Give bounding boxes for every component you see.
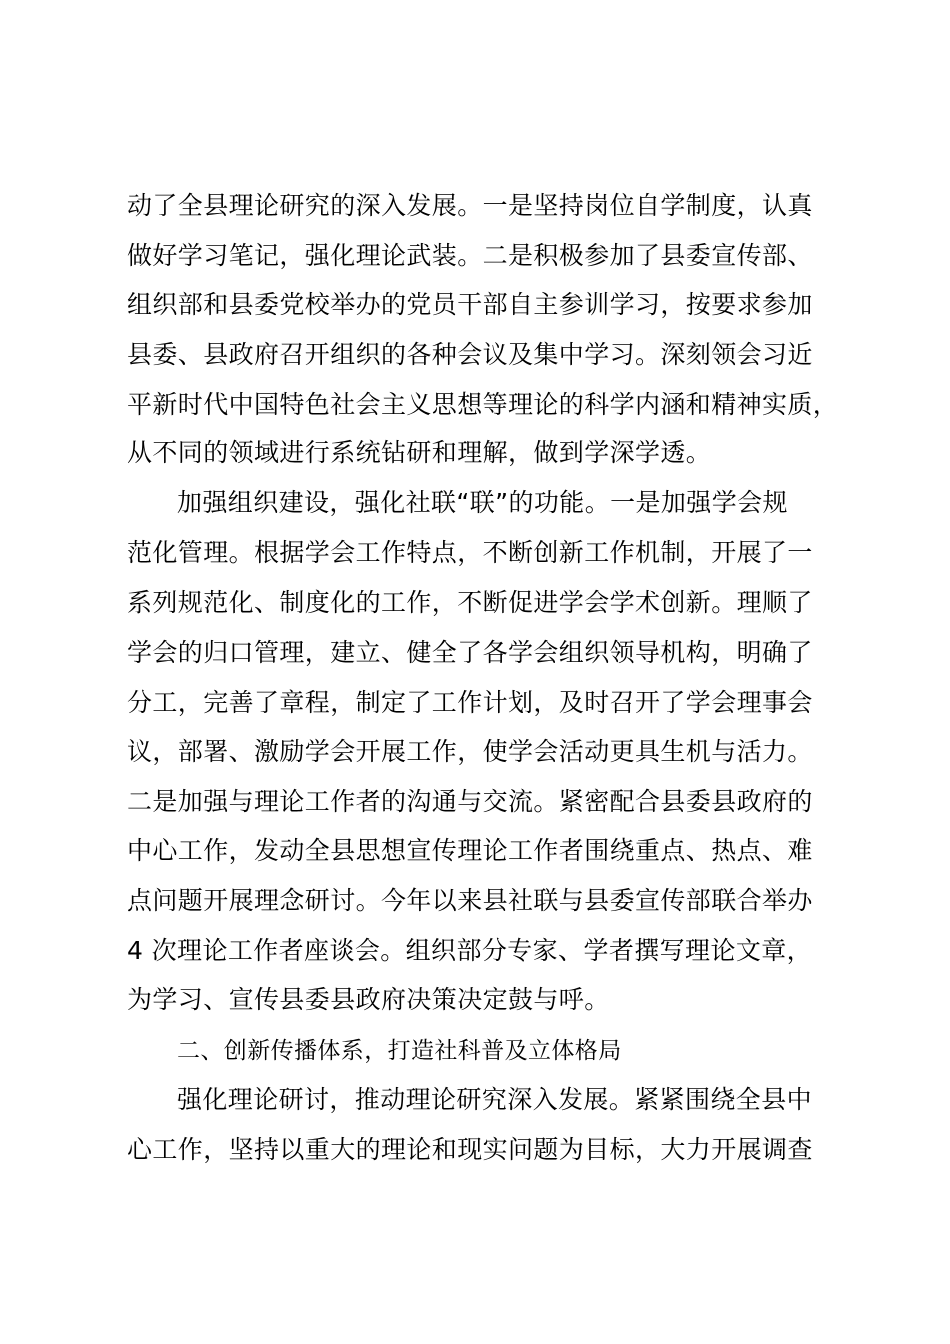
text-line: 平新时代中国特色社会主义思想等理论的科学内涵和精神实质， xyxy=(127,390,839,419)
text-line: 心工作，坚持以重大的理论和现实问题为目标，大力开展调查 xyxy=(127,1135,813,1164)
paragraph-first-line: 加强组织建设，强化社联“联”的功能。一是加强学会规 xyxy=(177,488,788,517)
section-heading: 二、创新传播体系，打造社科普及立体格局 xyxy=(177,1038,622,1064)
text-line: 学会的归口管理，建立、健全了各学会组织领导机构，明确了 xyxy=(127,638,813,667)
text-line: 分工，完善了章程，制定了工作计划，及时召开了学会理事会 xyxy=(127,688,813,717)
text-line: 4 次理论工作者座谈会。组织部分专家、学者撰写理论文章， xyxy=(127,936,813,965)
text-line: 系列规范化、制度化的工作，不断促进学会学术创新。理顺了 xyxy=(127,588,813,617)
text-line: 做好学习笔记，强化理论武装。二是积极参加了县委宣传部、 xyxy=(127,241,813,270)
text-line: 组织部和县委党校举办的党员干部自主参训学习，按要求参加 xyxy=(127,290,813,319)
text-line: 动了全县理论研究的深入发展。一是坚持岗位自学制度，认真 xyxy=(127,191,813,220)
text-line: 县委、县政府召开组织的各种会议及集中学习。深刻领会习近 xyxy=(127,340,813,369)
text-line: 为学习、宣传县委县政府决策决定鼓与呼。 xyxy=(127,985,610,1014)
paragraph-first-line: 强化理论研讨，推动理论研究深入发展。紧紧围绕全县中 xyxy=(177,1085,813,1114)
text-line: 从不同的领域进行系统钻研和理解，做到学深学透。 xyxy=(127,438,712,467)
text-line: 点问题开展理念研讨。今年以来县社联与县委宣传部联合举办 xyxy=(127,886,813,915)
text-line: 中心工作，发动全县思想宣传理论工作者围绕重点、热点、难 xyxy=(127,836,813,865)
text-line: 议，部署、激励学会开展工作，使学会活动更具生机与活力。 xyxy=(127,737,813,766)
text-line: 范化管理。根据学会工作特点，不断创新工作机制，开展了一 xyxy=(127,538,813,567)
text-line: 二是加强与理论工作者的沟通与交流。紧密配合县委县政府的 xyxy=(127,787,813,816)
